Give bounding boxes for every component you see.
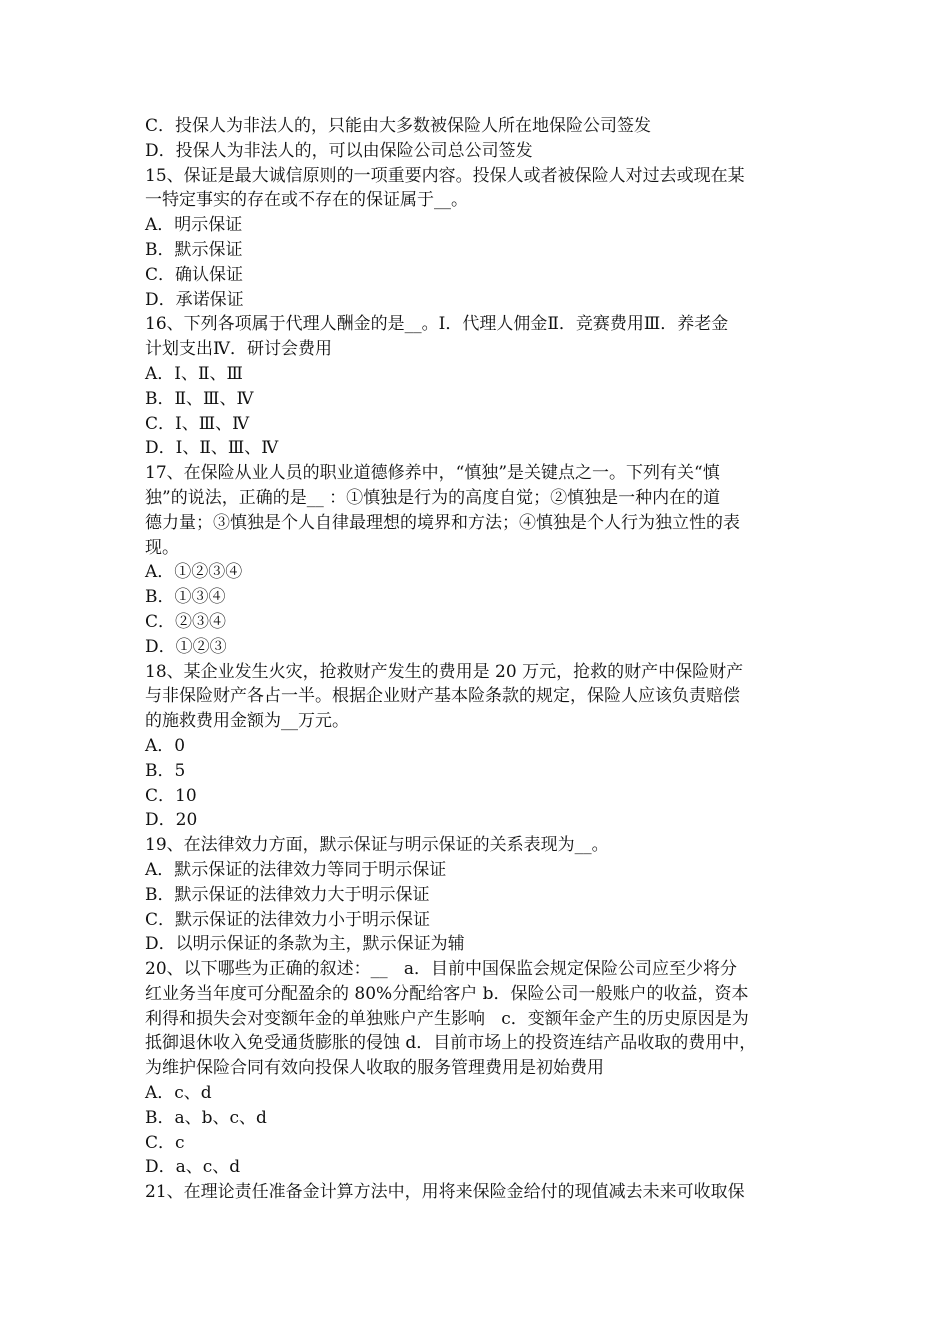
text-line: 15、保证是最大诚信原则的一项重要内容。投保人或者被保险人对过去或现在某 — [145, 165, 745, 186]
text-line: B．默示保证的法律效力大于明示保证 — [145, 884, 430, 905]
text-line: 21、在理论责任准备金计算方法中，用将来保险金给付的现值减去未来可收取保 — [145, 1182, 745, 1203]
text-line: 16、下列各项属于代理人酬金的是__。Ⅰ．代理人佣金Ⅱ．竞赛费用Ⅲ．养老金 — [145, 314, 729, 335]
text-line: B．①③④ — [145, 587, 226, 608]
text-line: 为维护保险合同有效向投保人收取的服务管理费用是初始费用 — [145, 1058, 604, 1079]
text-line: C．10 — [145, 785, 197, 806]
text-line: C．默示保证的法律效力小于明示保证 — [145, 909, 431, 930]
text-line: A．0 — [145, 735, 186, 756]
text-line: 红业务当年度可分配盈余的 80%分配给客户 b．保险公司一般账户的收益，资本 — [145, 983, 749, 1004]
text-line: D．以明示保证的条款为主，默示保证为辅 — [145, 934, 465, 955]
text-line: B．a、b、c、d — [145, 1107, 267, 1128]
text-line: 德力量；③慎独是个人自律最理想的境界和方法；④慎独是个人行为独立性的表 — [145, 512, 740, 533]
text-line: B．默示保证 — [145, 239, 243, 260]
text-line: 18、某企业发生火灾，抢救财产发生的费用是 20 万元，抢救的财产中保险财产 — [145, 661, 744, 682]
text-line: 计划支出Ⅳ．研讨会费用 — [145, 339, 332, 360]
text-line: C．②③④ — [145, 611, 227, 632]
text-line: A．①②③④ — [145, 562, 243, 583]
text-line: A．c、d — [145, 1083, 212, 1104]
text-line: D．①②③ — [145, 636, 227, 657]
text-line: A．默示保证的法律效力等同于明示保证 — [145, 859, 447, 880]
text-line: 17、在保险从业人员的职业道德修养中，“慎独”是关键点之一。下列有关“慎 — [145, 463, 720, 484]
text-line: D．承诺保证 — [145, 289, 244, 310]
text-line: 一特定事实的存在或不存在的保证属于__。 — [145, 190, 468, 211]
text-line: C．确认保证 — [145, 264, 244, 285]
text-line: D．投保人为非法人的，可以由保险公司总公司签发 — [145, 140, 533, 161]
text-line: 与非保险财产各占一半。根据企业财产基本险条款的规定，保险人应该负责赔偿 — [145, 686, 740, 707]
text-line: D．Ⅰ、Ⅱ、Ⅲ、Ⅳ — [145, 438, 279, 459]
text-line: C．Ⅰ、Ⅲ、Ⅳ — [145, 413, 250, 434]
text-line: 19、在法律效力方面，默示保证与明示保证的关系表现为__。 — [145, 835, 609, 856]
text-line: 抵御退休收入免受通货膨胀的侵蚀 d．目前市场上的投资连结产品收取的费用中， — [145, 1033, 757, 1054]
document-body — [145, 114, 815, 1205]
text-line: A．Ⅰ、Ⅱ、Ⅲ — [145, 363, 243, 384]
text-line: 20、以下哪些为正确的叙述：__ a．目前中国保监会规定保险公司应至少将分 — [145, 959, 737, 980]
text-line: 现。 — [145, 537, 179, 558]
text-line: B．Ⅱ、Ⅲ、Ⅳ — [145, 388, 254, 409]
text-line: D．a、c、d — [145, 1157, 241, 1178]
text-line: 利得和损失会对变额年金的单独账户产生影响 c．变额年金产生的历史原因是为 — [145, 1008, 749, 1029]
text-line: B．5 — [145, 760, 186, 781]
text-line: D．20 — [145, 810, 198, 831]
text-line: A．明示保证 — [145, 215, 243, 236]
text-line: C．投保人为非法人的，只能由大多数被保险人所在地保险公司签发 — [145, 116, 652, 136]
text-line: C．c — [145, 1132, 185, 1153]
text-line: 的施救费用金额为__万元。 — [145, 711, 349, 732]
text-line: 独”的说法，正确的是__ ：①慎独是行为的高度自觉；②慎独是一种内在的道 — [145, 487, 721, 508]
